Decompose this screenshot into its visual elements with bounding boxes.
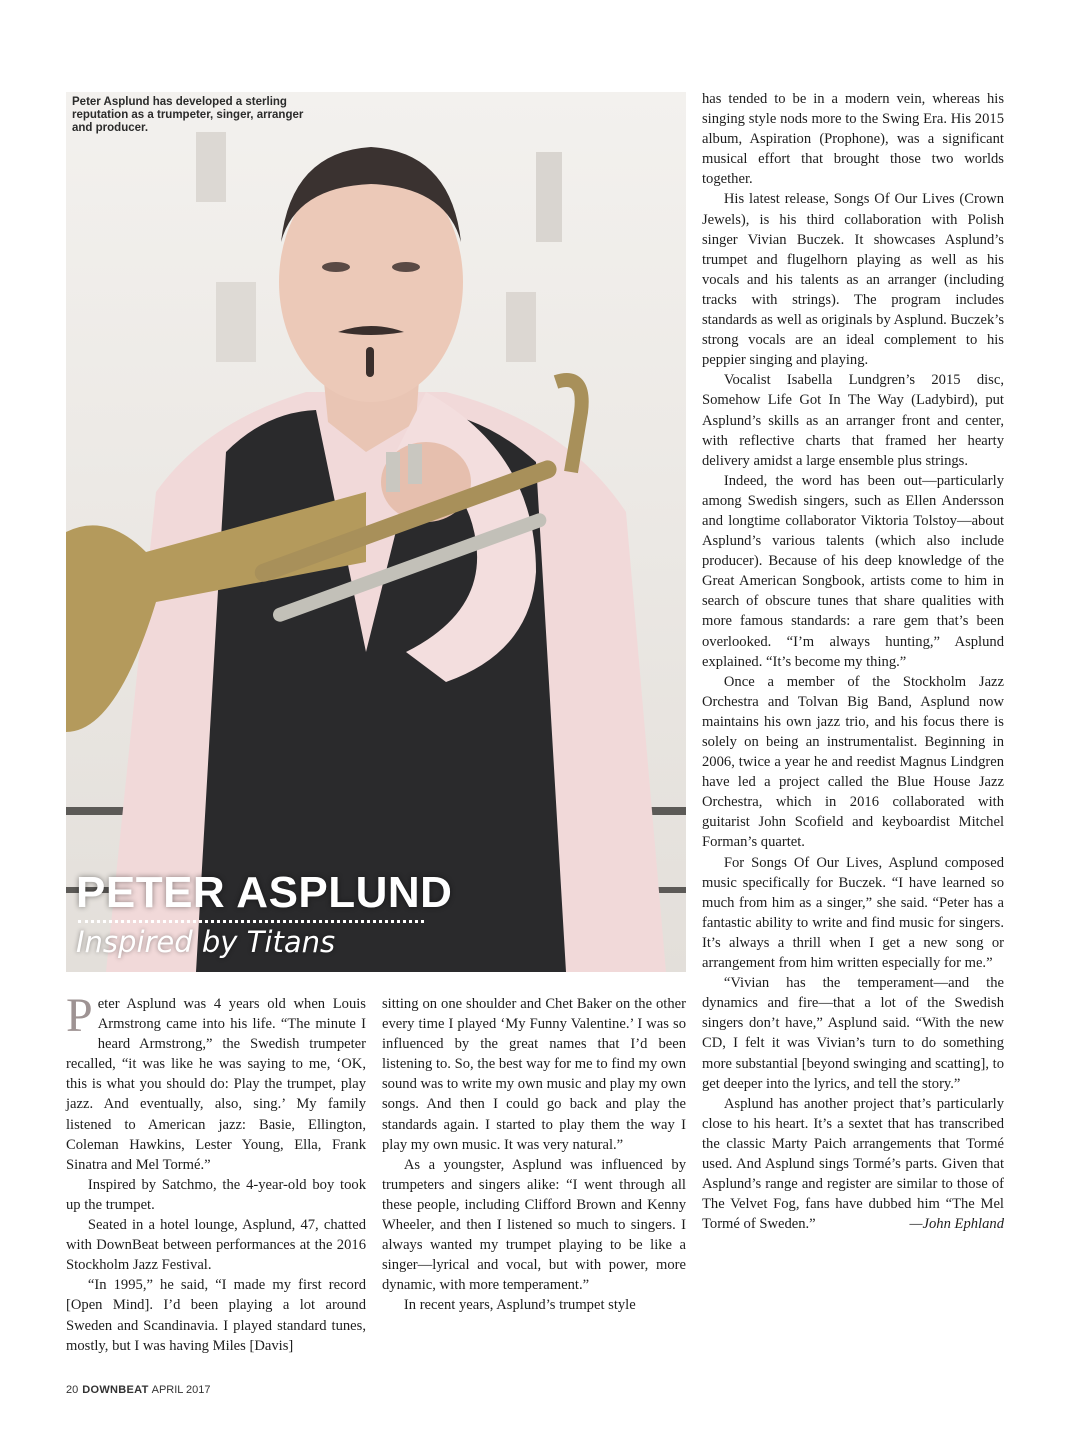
headline-divider bbox=[78, 920, 424, 923]
byline: —John Ephland bbox=[909, 1216, 1004, 1233]
drop-cap: P bbox=[66, 989, 93, 1042]
paragraph: Asplund has another project that’s particularly close to his heart. It’s a sextet that has transcribed the classic Marty Paich arrangements that Tormé used. And Asplund sings Tormé’s parts. Given that Asplund’s range and register are similar to those of The Velvet Fog, fans have dubbed him “The Mel Tormé of Sweden.” —John Ephland bbox=[702, 1094, 1004, 1235]
article-column-1 bbox=[66, 989, 366, 1356]
paragraph: “In 1995,” he said, “I made my first record [Open Mind]. I’d been playing a lot around Sweden and Scandinavia. I played standard tunes, mostly, but I was having Miles [Davis] bbox=[66, 1277, 366, 1354]
paragraph: Once a member of the Stockholm Jazz Orchestra and Tolvan Big Band, Asplund now maintains his own jazz trio, and his focus there is solely on being an instrumentalist. Beginning in 2006, twice a year he and reedist Magnus Lindgren have led a project called the Blue House Jazz Orchestra, which in 2016 collaborated with guitarist John Scofield and keyboardist Mitchel Forman’s quartet. bbox=[702, 673, 1004, 851]
article-subhead: Inspired by Titans bbox=[76, 925, 336, 959]
paragraph: In recent years, Asplund’s trumpet style bbox=[403, 1297, 636, 1314]
article-headline: PETER ASPLUND bbox=[76, 868, 453, 917]
paragraph: “Vivian has the temperament—and the dynamics and fire—that a lot of the Swedish singers don’t have,” Asplund said. “With the new CD, I felt it was Vivian’s turn to do something more substantial [beyond swinging and scatting], to get deeper into the lyrics, and tell the story.” bbox=[702, 975, 1004, 1092]
paragraph: As a youngster, Asplund was influenced by trumpeters and singers alike: “I went through all these people, including Clifford Brown and Kenny Wheeler, and then I listened so much to singers. I always wanted my trumpet playing to be like a singer—lyrical and vocal, but with power, more dynamic, with more temperament.” bbox=[382, 1156, 686, 1294]
paragraph: has tended to be in a modern vein, whereas his singing style nods more to the Swing Era. His 2015 album, Aspiration (Prophone), was a significant musical effort that brought those two worlds together. bbox=[702, 91, 1004, 188]
magazine-name: DOWNBEAT bbox=[82, 1384, 149, 1396]
photo-caption: Peter Asplund has developed a sterling reputation as a trumpeter, singer, arranger and producer. bbox=[72, 96, 304, 134]
article-column-3 bbox=[702, 89, 1004, 1234]
paragraph: Vocalist Isabella Lundgren’s 2015 disc, Somehow Life Got In The Way (Ladybird), put Asplund’s skills as an arranger front and center, with reflective charts that framed her hearty delivery amidst a large ensemble plus strings. bbox=[702, 372, 1004, 469]
paragraph: Indeed, the word has been out—particularly among Swedish singers, such as Ellen Andersson and longtime collaborator Viktoria Tolstoy—about Asplund’s various talents (which also include producer). Because of his deep knowledge of the Great American Songbook, artists come to him in search of obscure tunes that share qualities with more famous standards: a rare gem that’s been overlooked. “I’m always hunting,” Asplund explained. “It’s become my thing.” bbox=[702, 472, 1004, 670]
paragraph: Peter Asplund was 4 years old when Louis Armstrong came into his life. “The minute I heard Armstrong,” the Swedish trumpeter recalled, “it was like he was saying to me, ‘OK, this is what you should do: Play the trumpet, play jazz. And eventually, also, sing.’ My family listened to American jazz: Basie, Ellington, Coleman Hawkins, Lester Young, Ella, Frank Sinatra and Mel Tormé.” bbox=[66, 989, 366, 1173]
paragraph: sitting on one shoulder and Chet Baker on the other every time I played ‘My Funny Valentine.’ I was so influenced by the great names that I’d been listening to. So, the best way for me to find my own sound was to write my own music and play my own songs. And then I could go back and play the standards again. I started to play them the way I play my own music. It was very natural.” bbox=[382, 996, 687, 1153]
paragraph: Seated in a hotel lounge, Asplund, 47, chatted with DownBeat between performances at the 2016 Stockholm Jazz Festival. bbox=[66, 1217, 366, 1274]
page-number: 20 bbox=[66, 1384, 79, 1396]
paragraph: His latest release, Songs Of Our Lives (Crown Jewels), is his third collaboration with Polish singer Vivian Buczek. It showcases Asplund’s trumpet and flugelhorn playing as well as his vocals and his talents as an arranger (including tracks with strings). The program includes standards as well as originals by Asplund. Buczek’s strong vocals are an ideal complement to his peppier singing and playing. bbox=[702, 191, 1004, 369]
photo-illustration bbox=[66, 92, 686, 972]
paragraph: Inspired by Satchmo, the 4-year-old boy took up the trumpet. bbox=[66, 1176, 366, 1213]
article-column-2 bbox=[382, 994, 686, 1316]
feature-photo bbox=[66, 92, 686, 972]
paragraph: For Songs Of Our Lives, Asplund composed music specifically for Buczek. “I have learned so much from him as a singer,” she said. “Peter has a fantastic ability to write and find music for singers. It’s always a thrill when I get a new song or arrangement from him written especially for me.” bbox=[702, 854, 1004, 972]
page-footer bbox=[66, 1384, 211, 1396]
issue-date: APRIL 2017 bbox=[151, 1384, 211, 1396]
